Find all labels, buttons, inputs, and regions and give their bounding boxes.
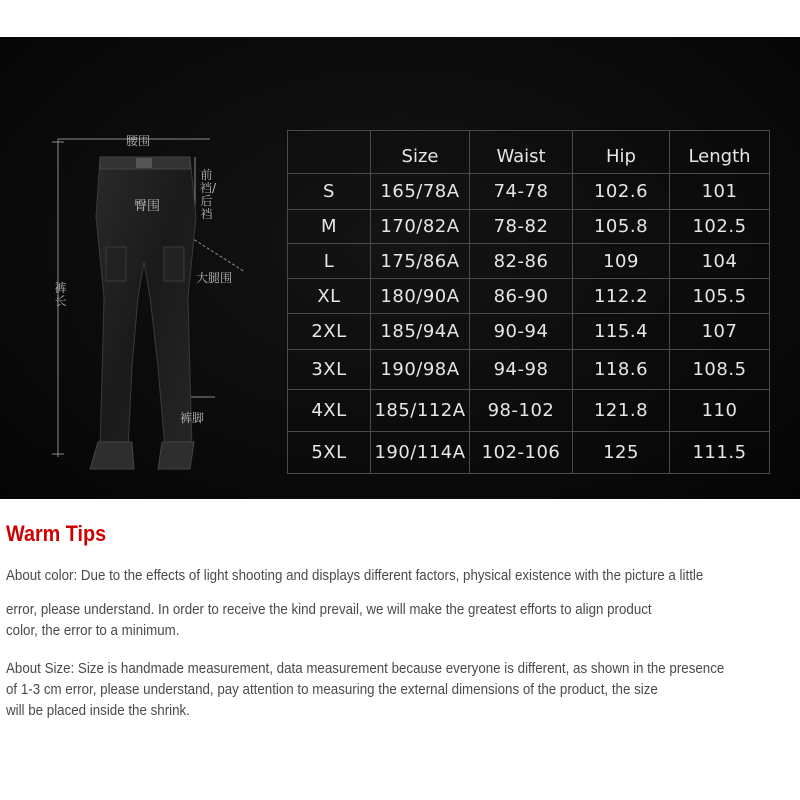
size-tip-line: About Size: Size is handmade measurement, data measurement because everyone is different, as shown in the presence [6, 661, 725, 677]
table-cell: 86-90 [470, 279, 573, 314]
table-cell: 185/94A [371, 314, 470, 350]
pants-silhouette-icon [40, 97, 300, 517]
table-row [288, 210, 770, 244]
size-tip-line: of 1-3 cm error, please understand, pay attention to measuring the external dimensions of the product, the size [6, 682, 658, 698]
table-cell: 102-106 [470, 432, 573, 474]
table-cell: 105.5 [670, 279, 770, 314]
length-label: 裤长 [54, 281, 67, 308]
table-cell: 175/86A [371, 244, 470, 279]
table-cell: 190/114A [371, 432, 470, 474]
header-cell: Hip [573, 131, 670, 174]
table-row [288, 350, 770, 390]
color-tip-line: color, the error to a minimum. [6, 623, 180, 639]
table-cell: 82-86 [470, 244, 573, 279]
table-cell: 5XL [288, 432, 371, 474]
table-cell: 78-82 [470, 210, 573, 244]
table-cell: 104 [670, 244, 770, 279]
hip-label: 臀围 [134, 199, 161, 214]
table-cell: 94-98 [470, 350, 573, 390]
thigh-label: 大腿围 [196, 271, 233, 285]
table-cell: 102.5 [670, 210, 770, 244]
table-cell: 190/98A [371, 350, 470, 390]
table-cell: 170/82A [371, 210, 470, 244]
table-cell: S [288, 174, 371, 210]
table-cell: M [288, 210, 371, 244]
size-tip-line: will be placed inside the shrink. [6, 703, 190, 719]
table-cell: 107 [670, 314, 770, 350]
table-cell: 121.8 [573, 390, 670, 432]
table-cell: 74-78 [470, 174, 573, 210]
rise-label: 前裆/后裆 [200, 168, 217, 221]
header-cell: Length [670, 131, 770, 174]
table-cell: 118.6 [573, 350, 670, 390]
color-tip-line: About color: Due to the effects of light shooting and displays different factors, physical existence with the picture a little [6, 568, 704, 584]
header-cell [288, 131, 371, 174]
table-cell: 180/90A [371, 279, 470, 314]
size-chart-panel [0, 37, 800, 499]
table-cell: 3XL [288, 350, 371, 390]
table-cell: XL [288, 279, 371, 314]
table-row [288, 244, 770, 279]
header-cell: Size [371, 131, 470, 174]
table-cell: 165/78A [371, 174, 470, 210]
table-cell: 4XL [288, 390, 371, 432]
warm-tips-title: Warm Tips [6, 521, 107, 546]
table-cell: 115.4 [573, 314, 670, 350]
table-header-row [288, 131, 770, 174]
table-row [288, 314, 770, 350]
table-row [288, 174, 770, 210]
table-cell: 109 [573, 244, 670, 279]
table-cell: 112.2 [573, 279, 670, 314]
table-row [288, 432, 770, 474]
table-row [288, 390, 770, 432]
table-cell: 185/112A [371, 390, 470, 432]
table-cell: 98-102 [470, 390, 573, 432]
table-cell: 2XL [288, 314, 371, 350]
table-cell: L [288, 244, 371, 279]
color-tip-line: error, please understand. In order to receive the kind prevail, we will make the greatest efforts to align product [6, 602, 652, 618]
table-cell: 110 [670, 390, 770, 432]
header-cell: Waist [470, 131, 573, 174]
table-cell: 125 [573, 432, 670, 474]
table-cell: 101 [670, 174, 770, 210]
table-cell: 102.6 [573, 174, 670, 210]
hem-label: 裤脚 [180, 411, 205, 425]
size-table [287, 130, 770, 474]
table-cell: 90-94 [470, 314, 573, 350]
table-cell: 111.5 [670, 432, 770, 474]
waist-label: 腰围 [126, 134, 151, 148]
pants-measurement-figure [40, 97, 300, 517]
table-cell: 108.5 [670, 350, 770, 390]
table-cell: 105.8 [573, 210, 670, 244]
table-row [288, 279, 770, 314]
